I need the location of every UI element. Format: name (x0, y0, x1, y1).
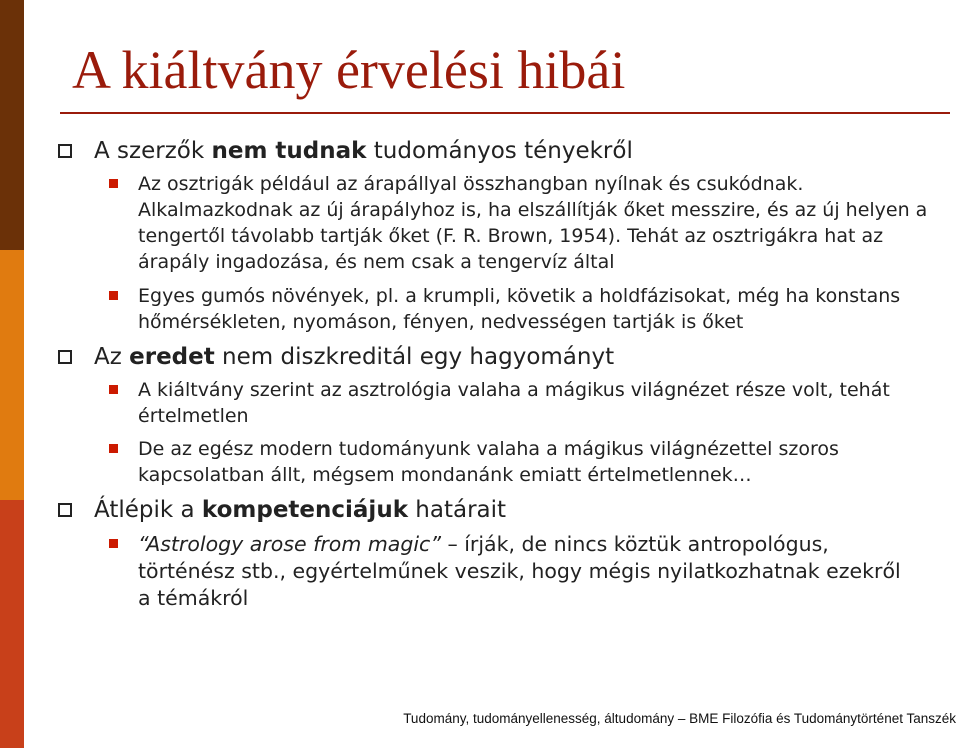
slide-title: A kiáltvány érvelési hibái (72, 40, 626, 100)
sub-point-2-2: De az egész modern tudományunk valaha a mágikus világnézettel szoros kapcsolatban állt, mégsem mondanánk emiatt értelmetlennek… (138, 436, 948, 488)
red-square-bullet-icon (109, 444, 118, 453)
red-square-bullet-icon (109, 179, 118, 188)
sub-point-2-1: A kiáltvány szerint az asztrológia valaha a mágikus világnézet része volt, tehát értelmetlen (138, 377, 948, 429)
side-color-bar (0, 0, 24, 748)
bullet-point-2: Az eredet nem diszkreditál egy hagyományt (94, 343, 934, 371)
footer-text: Tudomány, tudományellenesség, áltudomány – BME Filozófia és Tudománytörténet Tanszék (403, 711, 956, 726)
sub-point-1-1: Az osztrigák például az árapállyal összhangban nyílnak és csukódnak. Alkalmazkodnak az új árapályhoz is, ha elszállítják őket messzire, és az új helyen a tengertől távolabb tartják őket (F. R. Brown, 1954). Tehát az osztrigákra hat az árapály ingadozása, és nem csak a tengervíz által (138, 171, 948, 275)
side-bar-segment-red (0, 500, 24, 748)
sub-point-3-1: “Astrology arose from magic” – írják, de nincs köztük antropológus, történész stb., egyértelműnek veszik, hogy mégis nyilatkozhatnak ezekről a témákról (138, 531, 918, 612)
sub-point-1-2: Egyes gumós növények, pl. a krumpli, követik a holdfázisokat, még ha konstans hőmérsékleten, nyomáson, fényen, nedvességen tartják is őket (138, 283, 948, 335)
red-square-bullet-icon (109, 539, 118, 548)
quoted-phrase: “Astrology arose from magic” (138, 532, 441, 556)
bullet-point-3: Átlépik a kompetenciájuk határait (94, 496, 934, 524)
hollow-square-bullet-icon (58, 503, 72, 517)
title-underline (60, 112, 950, 114)
bullet-point-1: A szerzők nem tudnak tudományos tényekről (94, 137, 934, 165)
side-bar-segment-orange (0, 250, 24, 500)
hollow-square-bullet-icon (58, 350, 72, 364)
red-square-bullet-icon (109, 385, 118, 394)
hollow-square-bullet-icon (58, 144, 72, 158)
side-bar-segment-dark (0, 0, 24, 250)
red-square-bullet-icon (109, 291, 118, 300)
